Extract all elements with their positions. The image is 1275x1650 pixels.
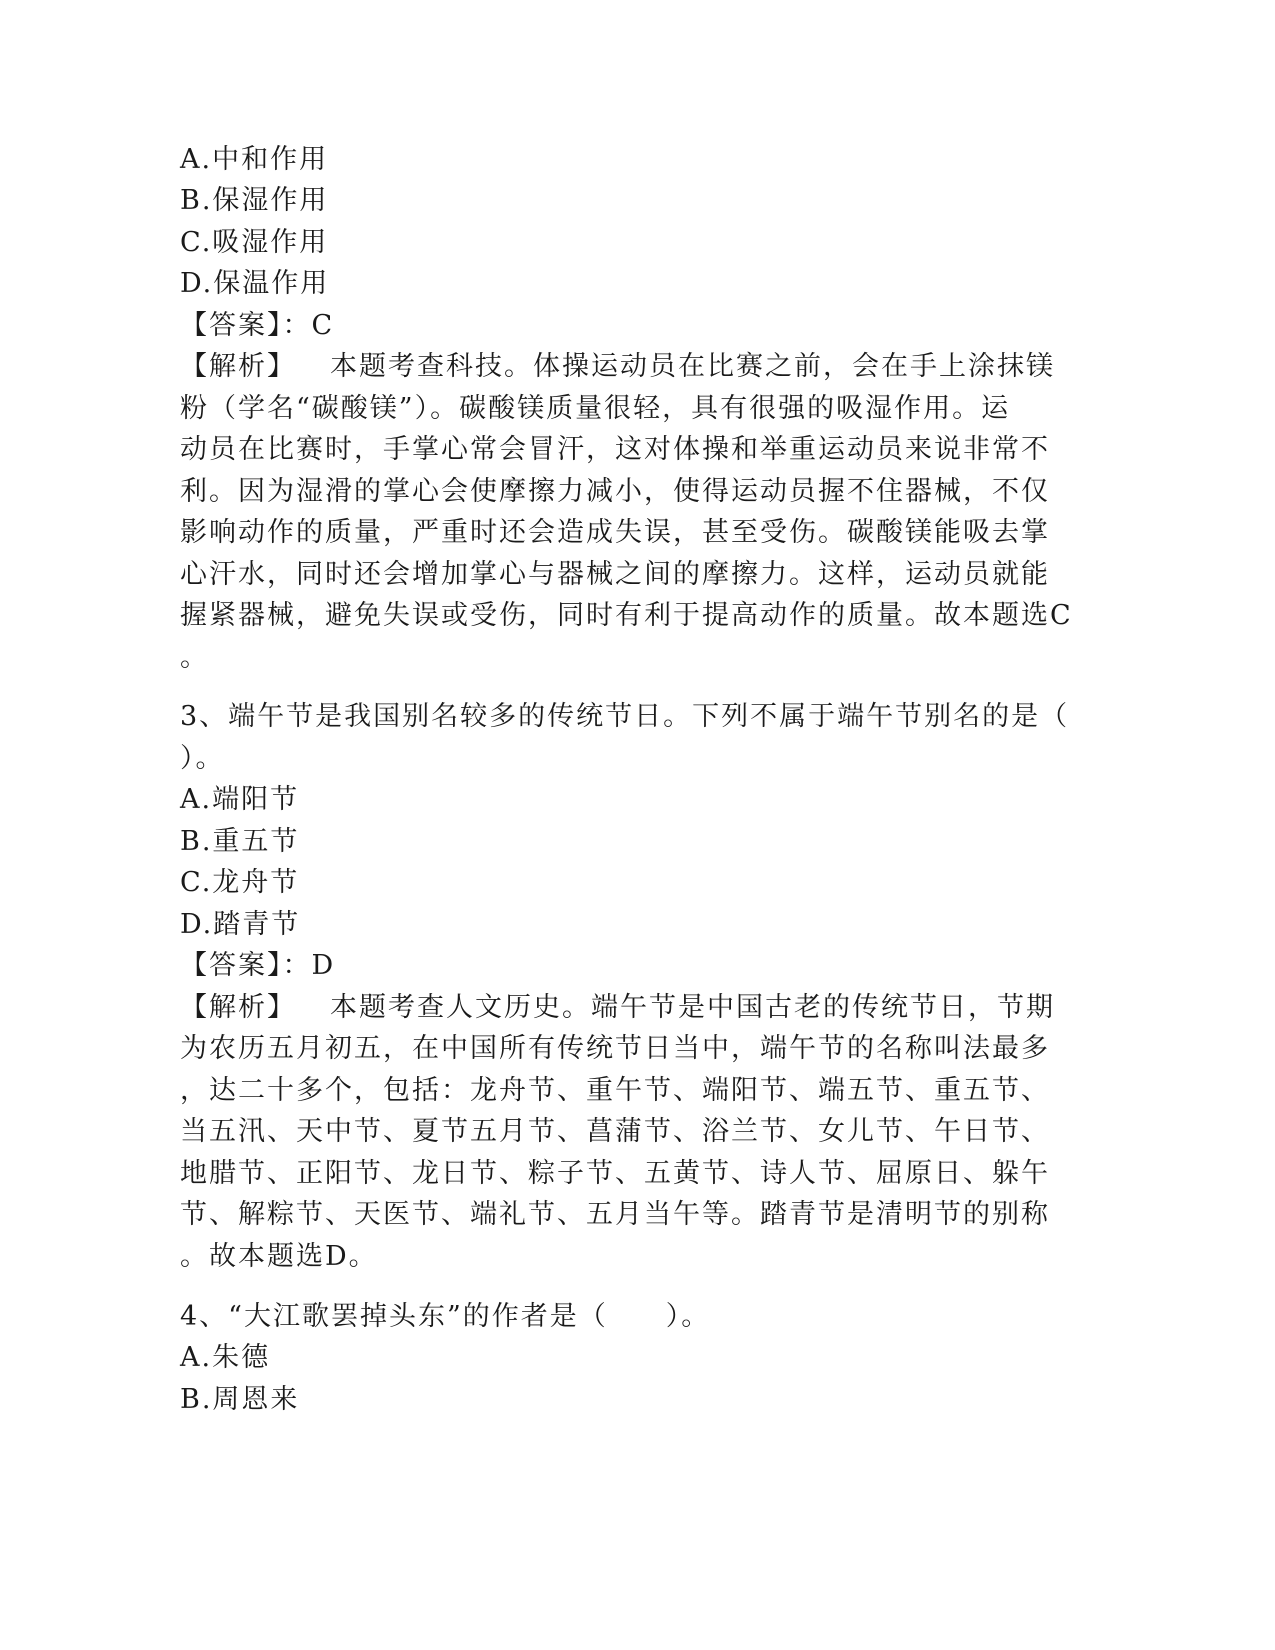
q2-answer-label: 【答案】 <box>180 310 283 341</box>
q3-analysis-text-4: 地腊节、正阳节、龙日节、粽子节、五黄节、诗人节、屈原日、躲午 <box>180 1158 1050 1189</box>
q4-option-b: B.周恩来 <box>180 1384 300 1415</box>
q2-analysis-text-7: 。 <box>180 642 209 673</box>
q2-analysis-text-1: 粉（学名“碳酸镁”）。碳酸镁质量很轻，具有很强的吸湿作用。运 <box>180 393 1011 424</box>
q3-analysis-text-5: 节、解粽节、天医节、端礼节、五月当午等。踏青节是清明节的别称 <box>180 1199 1050 1230</box>
q4-option-a: A.朱德 <box>180 1342 271 1373</box>
q2-option-b: B.保湿作用 <box>180 185 329 216</box>
q3-answer-label: 【答案】 <box>180 950 283 981</box>
q3-analysis-label: 【解析】 <box>180 992 296 1023</box>
q2-analysis-first-line <box>180 346 1060 388</box>
q2-analysis-text-5: 心汗水，同时还会增加掌心与器械之间的摩擦力。这样，运动员就能 <box>180 559 1050 590</box>
q3-option-b: B.重五节 <box>180 826 300 857</box>
q2-analysis-label: 【解析】 <box>180 351 296 382</box>
q3-analysis-text-6: 。故本题选D。 <box>180 1241 378 1272</box>
q3-answer-sep: ： <box>282 950 312 981</box>
q3-analysis-text-1: 为农历五月初五，在中国所有传统节日当中，端午节的名称叫法最多 <box>180 1033 1050 1064</box>
q3-option-a: A.端阳节 <box>180 784 300 815</box>
q2-analysis-text-3: 利。因为湿滑的掌心会使摩擦力减小，使得运动员握不住器械，不仅 <box>180 476 1050 507</box>
q3-option-d: D.踏青节 <box>180 909 301 940</box>
q3-stem-line-1: 3、端午节是我国别名较多的传统节日。下列不属于端午节别名的是（ <box>180 701 1070 732</box>
q2-analysis-text-6: 握紧器械，避免失误或受伤，同时有利于提高动作的质量。故本题选C <box>180 600 1073 631</box>
q4-stem-line-1: 4、“大江歌罢掉头东”的作者是（ ）。 <box>180 1301 711 1332</box>
q3-stem-line-2: ）。 <box>180 743 225 774</box>
q3-analysis-text-0: 本题考查人文历史。端午节是中国古老的传统节日，节期 <box>330 992 1055 1023</box>
q2-analysis-text-2: 动员在比赛时，手掌心常会冒汗，这对体操和举重运动员来说非常不 <box>180 434 1050 465</box>
q3-analysis-text-3: 当五汛、天中节、夏节五月节、菖蒲节、浴兰节、女儿节、午日节、 <box>180 1116 1050 1147</box>
q2-analysis-text-4: 影响动作的质量，严重时还会造成失误，甚至受伤。碳酸镁能吸去掌 <box>180 517 1050 548</box>
q2-analysis-text-0: 本题考查科技。体操运动员在比赛之前，会在手上涂抹镁 <box>330 351 1055 382</box>
q3-answer-value: D <box>311 950 336 981</box>
q2-option-d: D.保温作用 <box>180 268 330 299</box>
q3-answer <box>180 945 1060 987</box>
q3-option-c: C.龙舟节 <box>180 867 300 898</box>
q3-analysis-first-line <box>180 987 1060 1029</box>
q2-answer-value: C <box>311 310 335 341</box>
q2-answer <box>180 305 1060 347</box>
q2-option-c: C.吸湿作用 <box>180 227 329 258</box>
q3-analysis-text-2: ，达二十多个，包括：龙舟节、重午节、端阳节、端五节、重五节、 <box>180 1075 1050 1106</box>
q2-option-a: A.中和作用 <box>180 144 329 175</box>
q2-answer-sep: ： <box>282 310 312 341</box>
